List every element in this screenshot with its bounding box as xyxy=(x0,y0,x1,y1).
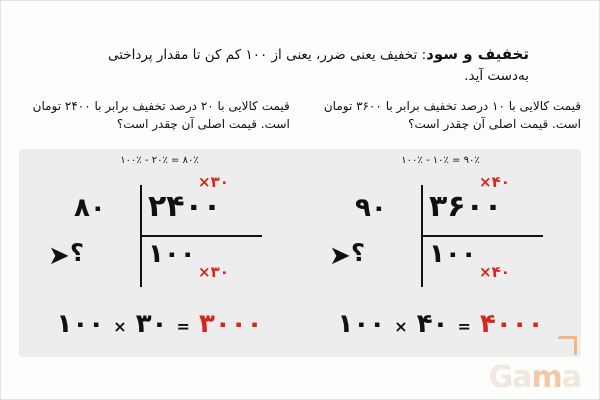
questions-row xyxy=(21,97,581,133)
work-left xyxy=(19,149,300,357)
heading-text: تخفیف یعنی ضرر، یعنی از ۱۰۰ کم کن تا مقدار پرداختی به‌دست آید. xyxy=(107,47,529,85)
result-left-right: ۱۰۰ xyxy=(337,309,386,339)
division-horizontal-bar xyxy=(423,235,543,237)
division-right xyxy=(300,173,581,293)
corner-bracket-icon xyxy=(558,336,577,355)
result-times-left: × xyxy=(113,317,127,336)
result-factor-left: ۳۰ xyxy=(135,309,168,339)
multiplier-top-right: ×۴۰ xyxy=(479,173,510,191)
divisor-right: ۹۰ xyxy=(355,193,387,223)
result-factor-right: ۴۰ xyxy=(416,309,449,339)
dividend-right: ۳۶۰۰ xyxy=(429,189,503,224)
result-left-left: ۱۰۰ xyxy=(56,309,105,339)
question-right: قیمت کالایی با ۱۰ درصد تخفیف برابر با ۳۶۰۰ تومان است. قیمت اصلی آن چقدر است؟ xyxy=(323,99,581,131)
arrow-right-icon: ➤ xyxy=(329,241,351,271)
watermark-part-c: a xyxy=(561,360,581,395)
work-panel xyxy=(19,149,581,357)
multiplier-top-left: ×۳۰ xyxy=(198,173,229,191)
arrow-left-icon: ➤ xyxy=(48,241,70,271)
work-right xyxy=(300,149,581,357)
result-equals-right: = xyxy=(457,317,471,336)
question-left: قیمت کالایی با ۲۰ درصد تخفیف برابر با ۲۴۰۰ تومان است. قیمت اصلی آن چقدر است؟ xyxy=(32,99,290,131)
result-value-left: ۳۰۰۰ xyxy=(198,309,263,339)
watermark-part-b: m xyxy=(531,360,562,395)
result-times-right: × xyxy=(394,317,408,336)
result-equals-left: = xyxy=(176,317,190,336)
multiplier-bottom-right: ×۴۰ xyxy=(479,263,510,281)
percent-line-left: ۱۰۰٪ - ۲۰٪ = ۸۰٪ xyxy=(120,155,199,166)
division-horizontal-bar xyxy=(142,235,262,237)
percent-line-right: ۱۰۰٪ - ۱۰٪ = ۹۰٪ xyxy=(401,155,480,166)
dividend-left: ۲۴۰۰ xyxy=(148,189,222,224)
divisor-left: ۸۰ xyxy=(74,193,106,223)
heading-colon: : xyxy=(421,47,427,63)
division-left xyxy=(19,173,300,293)
question-mark-right: ؟ xyxy=(351,239,365,267)
page-title xyxy=(71,43,529,87)
watermark-part-a: Ga xyxy=(488,360,532,395)
hundred-right: ۱۰۰ xyxy=(429,239,477,269)
result-value-right: ۴۰۰۰ xyxy=(479,309,544,339)
hundred-left: ۱۰۰ xyxy=(148,239,196,269)
heading-keyword: تخفیف و سود xyxy=(426,45,529,63)
result-left xyxy=(19,309,300,339)
watermark xyxy=(489,360,581,395)
multiplier-bottom-left: ×۳۰ xyxy=(198,263,229,281)
question-mark-left: ؟ xyxy=(70,239,84,267)
result-right xyxy=(300,309,581,339)
